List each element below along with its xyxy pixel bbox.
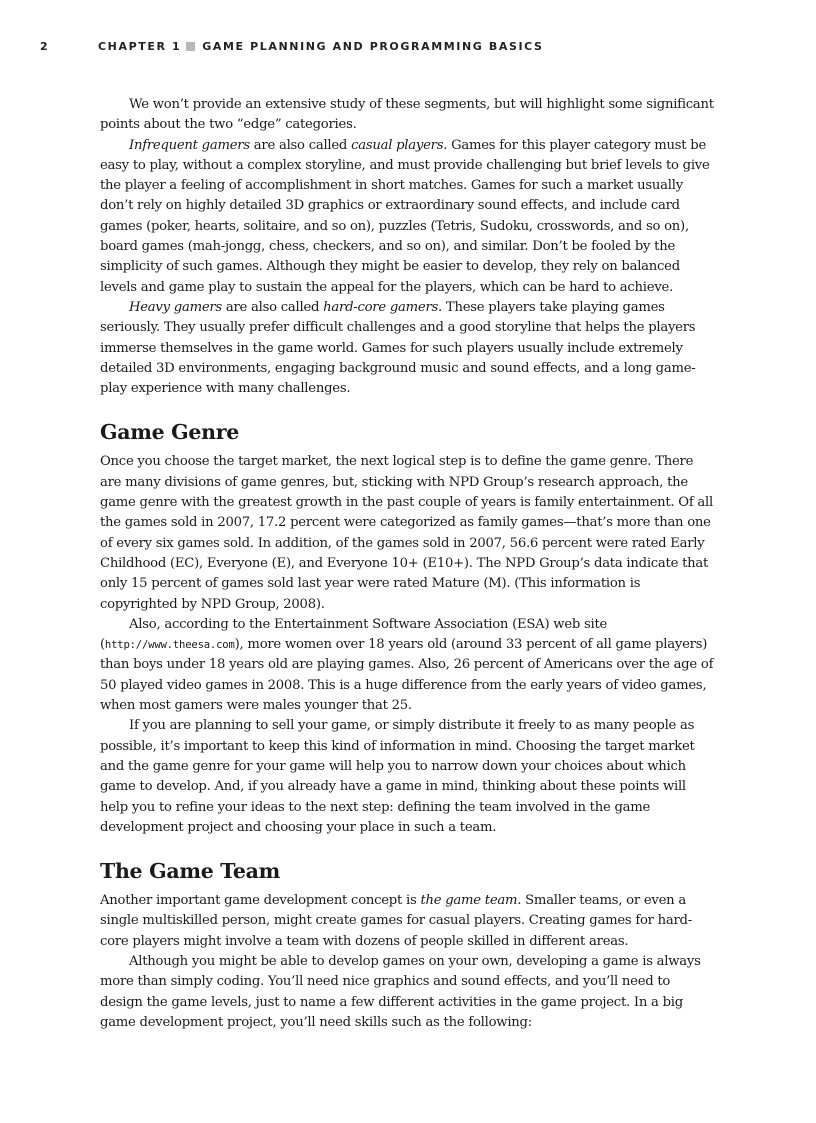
paragraph-text: are also called xyxy=(221,299,324,315)
genre-paragraph-1: Once you choose the target market, the next logical step is to define the game genre. There are many divisions of game genres, but, sticking with NPD Group’s research approach, the game genre with the greatest growth in the past couple of years is family entertainment. Of all the games sold in 2007, 17.2 percent were categorized as family games—that’s more than one of every six games sold. In addition, of the games sold in 2007, 56.6 percent were rated Early Childhood (EC), Everyone (E), and Everyone 10+ (E10+). The NPD Group’s data indicate that only 15 percent of games sold last year were rated Mature (M). (This information is copyrighted by NPD Group, 2008). xyxy=(100,454,713,612)
paragraph-text: Also, according to the Entertainment Software Association (ESA) web site ( xyxy=(100,616,608,653)
intro-paragraph: We won’t provide an extensive study of these segments, but will highlight some significant points about the two “edge” categories. xyxy=(100,97,714,133)
term-infrequent-gamers: Infrequent gamers xyxy=(129,137,250,153)
square-bullet-icon xyxy=(186,42,195,51)
term-heavy-gamers: Heavy gamers xyxy=(129,299,222,315)
genre-paragraph-2 xyxy=(100,615,716,716)
genre-paragraph-3: If you are planning to sell your game, or simply distribute it freely to as many people as possible, it’s important to keep this kind of information in mind. Choosing the target market and the game genre for your game will help you to narrow down your choices about which game to develop. And, if you already have a game in mind, thinking about these points will help you to refine your ideas to the next step: defining the team involved in the game development project and choosing your place in such a team. xyxy=(100,718,695,835)
running-header xyxy=(40,40,740,54)
paragraph-text: . Smaller teams, or even a single multiskilled person, might create games for casual players. Creating games for hard-core players might involve a team with dozens of people skilled in different areas. xyxy=(100,893,692,949)
page-number: 2 xyxy=(40,40,48,53)
paragraph-text: ), more women over 18 years old (around 33 percent of all game players) than boys under 18 years old are playing games. Also, 26 percent of Americans over the age of 50 played video games in 2008. This is a huge difference from the early years of video games, when most gamers were males younger that 25. xyxy=(100,637,714,714)
chapter-label: CHAPTER 1 xyxy=(98,40,182,53)
casual-players-paragraph xyxy=(100,136,716,298)
team-paragraph-2: Although you might be able to develop games on your own, developing a game is always more than simply coding. You’ll need nice graphics and sound effects, and you’ll need to design the game levels, just to name a few different activities in the game project. In a big game development project, you’ll need skills such as the following: xyxy=(100,953,701,1030)
page-body xyxy=(100,95,716,1033)
paragraph-text: Another important game development concept is xyxy=(100,893,421,909)
team-paragraph-1 xyxy=(100,891,716,952)
term-hard-core-gamers: hard-core gamers. xyxy=(323,299,442,315)
heading-game-genre: Game Genre xyxy=(100,420,239,445)
paragraph-text: are also called xyxy=(249,137,352,153)
heading-game-team: The Game Team xyxy=(100,859,281,884)
paragraph-text: . Games for this player category must be easy to play, without a complex storyline, and must provide challenging but brief levels to give the player a feeling of accomplishment in short matches. Games for such a market usually don’t rely on highly detailed 3D graphics or extraordinary sound effects, and include card games (poker, hearts, solitaire, and so on), puzzles (Tetris, Sudoku, crosswords, and so on), board games (mah-jongg, chess, checkers, and so on), and similar. Don’t be fooled by the simplicity of such games. Although they might be easier to develop, they rely on balanced levels and game play to sustain the appeal for the players, which can be hard to achieve. xyxy=(100,137,710,295)
term-casual-players: casual players xyxy=(351,137,444,153)
term-the-game-team: the game team xyxy=(420,893,518,909)
chapter-title: GAME PLANNING AND PROGRAMMING BASICS xyxy=(202,40,544,53)
paragraph-text: These players take playing games seriously. They usually prefer difficult challenges and a good storyline that helps the players immerse themselves in the game world. Games for such players usually include extremely detailed 3D environments, engaging background music and sound effects, and a long game-play experience with many challenges. xyxy=(100,299,696,397)
hardcore-gamers-paragraph xyxy=(100,298,716,399)
esa-url-link[interactable]: http://www.theesa.com xyxy=(104,639,235,652)
